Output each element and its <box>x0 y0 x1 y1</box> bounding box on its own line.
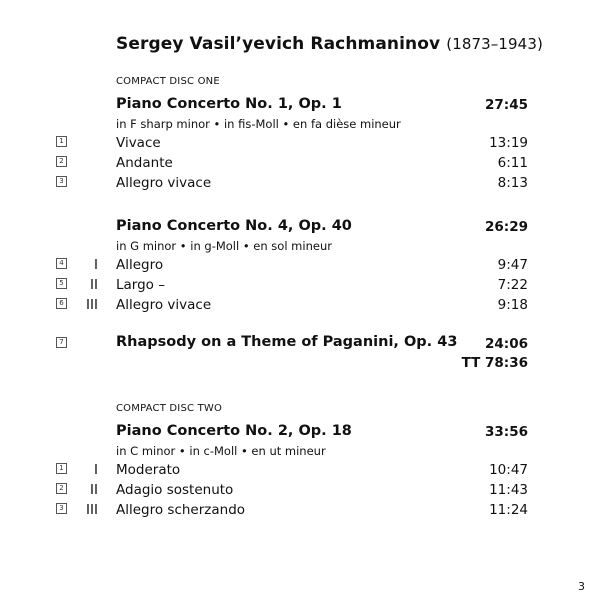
track-number: 6 <box>56 298 67 309</box>
movement-duration: 8:13 <box>497 175 528 191</box>
movement-duration: 9:47 <box>497 257 528 273</box>
movement-duration: 7:22 <box>497 277 528 293</box>
track-number: 1 <box>56 136 67 147</box>
movement-name: Allegro vivace <box>116 175 212 191</box>
movement-name: Largo – <box>116 277 165 293</box>
track-number: 4 <box>56 258 67 269</box>
movement-name: Allegro vivace <box>116 297 212 313</box>
track-number: 2 <box>56 156 67 167</box>
movement-duration: 13:19 <box>489 135 528 151</box>
track-number: 3 <box>56 176 67 187</box>
work-duration: 27:45 <box>485 97 528 113</box>
work-duration: 24:06 <box>485 336 528 352</box>
track-number: 7 <box>56 337 67 348</box>
movement-numeral: II <box>90 482 98 498</box>
composer-dates: (1873–1943) <box>446 35 543 53</box>
work-title: Piano Concerto No. 1, Op. 1 <box>116 96 342 112</box>
movement-numeral: III <box>86 502 98 518</box>
movement-numeral: III <box>86 297 98 313</box>
movement-name: Andante <box>116 155 173 171</box>
movement-name: Adagio sostenuto <box>116 482 234 498</box>
movement-duration: 6:11 <box>497 155 528 171</box>
work-title: Piano Concerto No. 4, Op. 40 <box>116 218 352 234</box>
track-number: 5 <box>56 278 67 289</box>
movement-duration: 11:24 <box>489 502 528 518</box>
movement-name: Allegro <box>116 257 164 273</box>
movement-name: Allegro scherzando <box>116 502 246 518</box>
page-number: 3 <box>578 580 585 593</box>
work-key: in G minor • in g-Moll • en sol mineur <box>116 239 332 253</box>
work-duration: 33:56 <box>485 424 528 440</box>
work-title: Piano Concerto No. 2, Op. 18 <box>116 423 352 439</box>
composer-heading <box>116 34 543 54</box>
track-number: 3 <box>56 503 67 514</box>
movement-duration: 10:47 <box>489 462 528 478</box>
disc-two-label: COMPACT DISC TWO <box>116 403 223 414</box>
track-number: 2 <box>56 483 67 494</box>
work-key: in F sharp minor • in fis-Moll • en fa dièse mineur <box>116 117 401 131</box>
work-key: in C minor • in c-Moll • en ut mineur <box>116 444 326 458</box>
track-number: 1 <box>56 463 67 474</box>
work-title: Rhapsody on a Theme of Paganini, Op. 43 <box>116 334 458 350</box>
work-duration: 26:29 <box>485 219 528 235</box>
movement-numeral: I <box>94 462 98 478</box>
movement-name: Moderato <box>116 462 181 478</box>
movement-duration: 11:43 <box>489 482 528 498</box>
composer-name: Sergey Vasil’yevich Rachmaninov <box>116 34 441 54</box>
movement-numeral: II <box>90 277 98 293</box>
movement-numeral: I <box>94 257 98 273</box>
total-time: TT 78:36 <box>461 355 528 371</box>
movement-name: Vivace <box>116 135 161 151</box>
disc-one-label: COMPACT DISC ONE <box>116 76 220 87</box>
movement-duration: 9:18 <box>497 297 528 313</box>
